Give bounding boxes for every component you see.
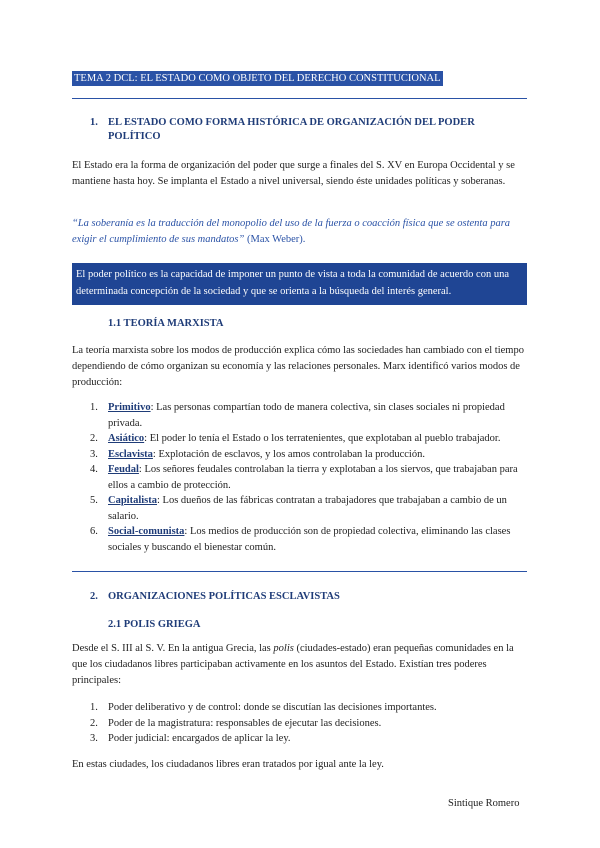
list-number: 5. [90, 495, 98, 506]
section-1-number: 1. [90, 117, 98, 128]
list-desc: : Las personas compartían todo de manera colectiva, sin clases sociales ni propiedad privada. [108, 402, 505, 429]
section-2-number: 2. [90, 591, 98, 602]
list-item [72, 716, 527, 732]
weber-quote [72, 216, 527, 248]
list-desc: : Los dueños de las fábricas contratan a trabajadores que trabajaban a cambio de un salario. [108, 495, 507, 522]
quote-text: “La soberanía es la traducción del monopolio del uso de la fuerza o coacción física que se ostenta para exigir el cumplimiento de sus mandatos” [72, 218, 511, 245]
list-desc: : Los señores feudales controlaban la tierra y explotaban a los siervos, que trabajaban para ellos a cambio de protección. [108, 464, 518, 491]
section-2-heading [72, 590, 527, 606]
quote-author: (Max Weber). [244, 234, 306, 245]
definition-highlight-box: El poder político es la capacidad de imponer un punto de vista a toda la comunidad de acuerdo con una determinada concepción de la sociedad y que se orienta a la búsqueda del interés general. [72, 263, 527, 305]
intro-italic-term: polis [273, 643, 294, 654]
section-divider [72, 571, 527, 572]
list-text: Poder judicial: encargados de aplicar la ley. [108, 733, 291, 744]
list-term: Asiático [108, 433, 145, 444]
list-number: 1. [90, 402, 98, 413]
list-number: 3. [90, 448, 98, 460]
list-item [72, 731, 527, 747]
list-term: Esclavista [108, 448, 153, 460]
list-number: 4. [90, 464, 98, 475]
list-term: Social-comunista [108, 526, 185, 537]
list-item [72, 700, 527, 716]
list-number: 1. [90, 702, 98, 713]
list-desc: : Los medios de producción son de propiedad colectiva, eliminando las clases sociales y buscando el bienestar común. [108, 526, 511, 553]
document-title: TEMA 2 DCL: EL ESTADO COMO OBJETO DEL DERECHO CONSTITUCIONAL [74, 73, 441, 84]
list-term: Feudal [108, 464, 139, 475]
list-item [72, 447, 527, 463]
intro-text: Desde el S. III al S. V. En la antigua Grecia, las [72, 643, 274, 654]
intro-text: (ciudades-estado) eran pequeñas comunidades en la que los ciudadanos libres participaban activamente en los asuntos del Estado. Existían tres poderes principales: [72, 643, 514, 686]
section-2-1-closing: En estas ciudades, los ciudadanos libres eran tratados por igual ante la ley. [72, 759, 384, 770]
section-1-heading [72, 116, 527, 146]
footer-author: Sintique Romero [448, 798, 520, 809]
section-1-1-heading: 1.1 TEORÍA MARXISTA [108, 318, 224, 329]
list-term: Capitalista [108, 495, 158, 506]
list-item [72, 431, 527, 447]
list-item [72, 524, 527, 555]
title-divider [72, 98, 527, 99]
list-number: 3. [90, 733, 98, 744]
list-item [72, 493, 527, 524]
list-text: Poder deliberativo y de control: donde se discutían las decisiones importantes. [108, 702, 437, 713]
list-text: Poder de la magistratura: responsables de ejecutar las decisiones. [108, 717, 382, 729]
section-1-1-intro: La teoría marxista sobre los modos de producción explica cómo las sociedades han cambiado con el tiempo dependiendo de cómo organizan su economía y las relaciones personales. Marx identificó varios modos de producción: [72, 345, 524, 388]
list-number: 2. [90, 433, 98, 444]
section-2-1-intro [72, 641, 527, 689]
section-1-intro: El Estado era la forma de organización del poder que surge a finales del S. XV en Europa Occidental y se mantiene hasta hoy. Se implanta el Estado a nivel universal, siendo éste unidades políticas y soberanas. [72, 160, 515, 187]
list-desc: : Explotación de esclavos, y los amos controlaban la producción. [152, 448, 425, 460]
list-item [72, 400, 527, 431]
list-item [72, 462, 527, 493]
section-1-title: EL ESTADO COMO FORMA HISTÓRICA DE ORGANIZACIÓN DEL PODER POLÍTICO [108, 117, 475, 142]
list-number: 2. [90, 717, 98, 729]
polis-powers-list [72, 700, 527, 747]
section-2-title: ORGANIZACIONES POLÍTICAS ESCLAVISTAS [108, 591, 340, 602]
production-modes-list [72, 400, 527, 555]
list-desc: : El poder lo tenía el Estado o los terratenientes, que explotaban al pueblo trabajador. [144, 433, 501, 444]
section-2-1-heading: 2.1 POLIS GRIEGA [108, 619, 201, 630]
list-term: Primitivo [108, 402, 151, 413]
list-number: 6. [90, 526, 98, 537]
